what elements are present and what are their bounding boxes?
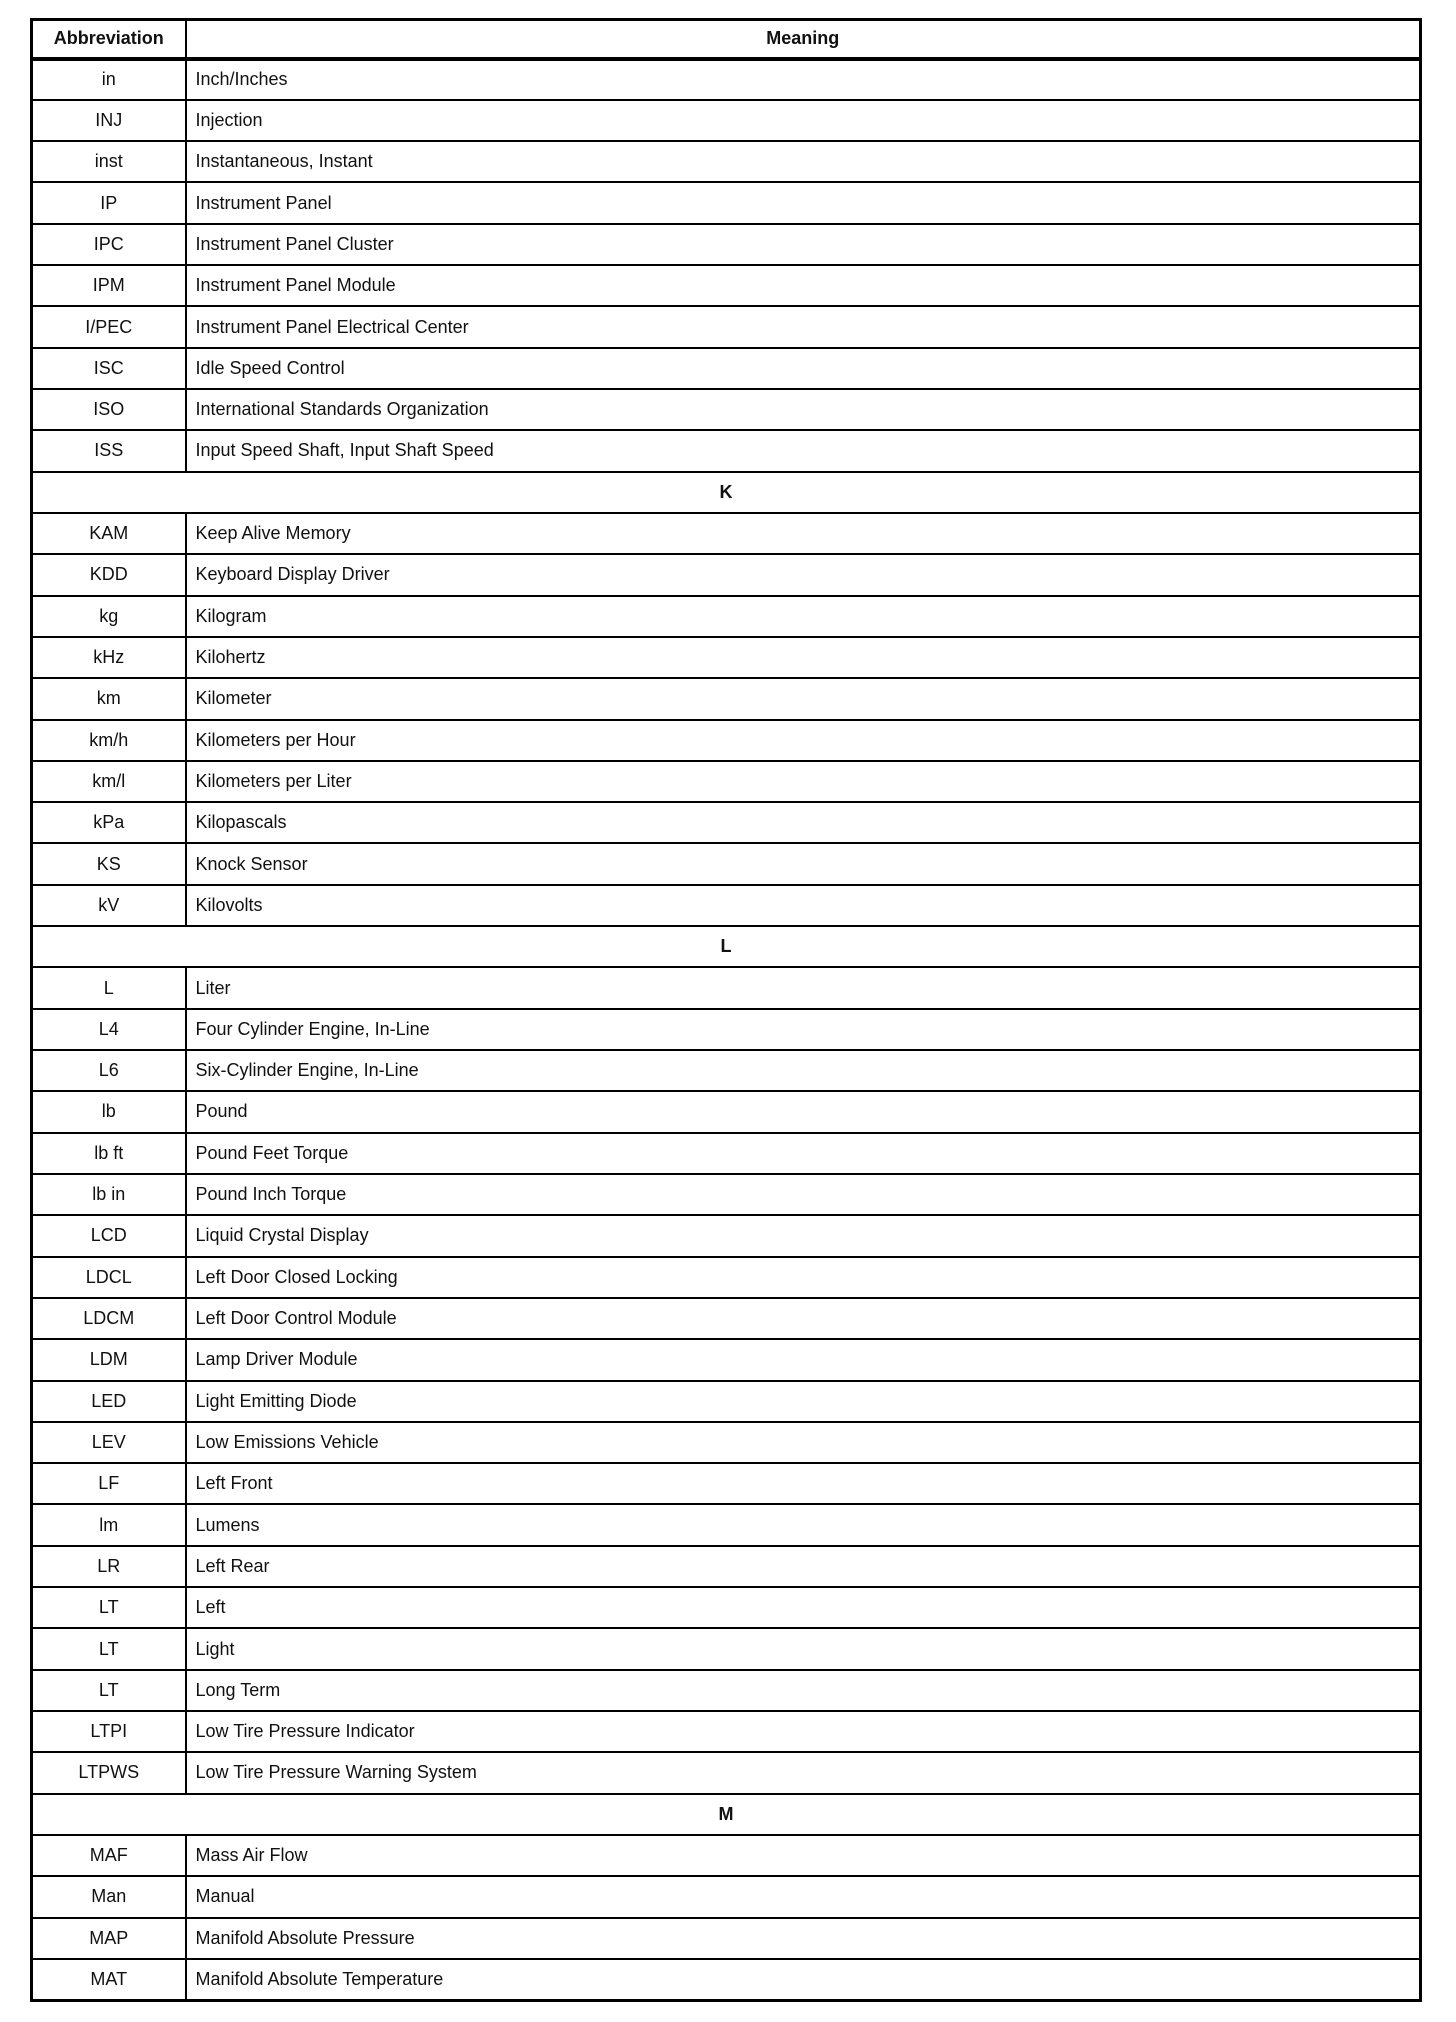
meaning-cell: Manual xyxy=(186,1876,1421,1917)
meaning-cell: Knock Sensor xyxy=(186,843,1421,884)
table-row xyxy=(32,1463,1421,1504)
meaning-cell: Light Emitting Diode xyxy=(186,1381,1421,1422)
meaning-cell: Liter xyxy=(186,967,1421,1008)
header-row xyxy=(32,20,1421,59)
meaning-cell: Instantaneous, Instant xyxy=(186,141,1421,182)
table-row xyxy=(32,1298,1421,1339)
abbreviation-cell: L6 xyxy=(32,1050,186,1091)
abbreviation-cell: km xyxy=(32,678,186,719)
abbreviation-cell: kg xyxy=(32,596,186,637)
table-row xyxy=(32,1174,1421,1215)
meaning-cell: International Standards Organization xyxy=(186,389,1421,430)
abbreviation-cell: LTPI xyxy=(32,1711,186,1752)
abbreviation-cell: lb ft xyxy=(32,1133,186,1174)
table-row xyxy=(32,1959,1421,2001)
section-letter: M xyxy=(32,1794,1421,1835)
table-row xyxy=(32,1133,1421,1174)
abbreviation-table xyxy=(30,18,1422,2002)
table-row xyxy=(32,1835,1421,1876)
abbreviation-cell: kV xyxy=(32,885,186,926)
abbreviation-cell: LCD xyxy=(32,1215,186,1256)
table-row xyxy=(32,1587,1421,1628)
table-row xyxy=(32,885,1421,926)
meaning-cell: Liquid Crystal Display xyxy=(186,1215,1421,1256)
abbreviation-cell: ISC xyxy=(32,348,186,389)
abbreviation-cell: LTPWS xyxy=(32,1752,186,1793)
table-row xyxy=(32,843,1421,884)
table-row xyxy=(32,389,1421,430)
meaning-cell: Instrument Panel Module xyxy=(186,265,1421,306)
table-row xyxy=(32,141,1421,182)
meaning-cell: Pound Inch Torque xyxy=(186,1174,1421,1215)
meaning-cell: Lamp Driver Module xyxy=(186,1339,1421,1380)
table-row xyxy=(32,1050,1421,1091)
abbreviation-cell: in xyxy=(32,59,186,100)
section-header-row xyxy=(32,926,1421,967)
meaning-cell: Left xyxy=(186,1587,1421,1628)
table-row xyxy=(32,1215,1421,1256)
abbreviation-cell: I/PEC xyxy=(32,306,186,347)
meaning-cell: Instrument Panel Cluster xyxy=(186,224,1421,265)
meaning-cell: Six-Cylinder Engine, In-Line xyxy=(186,1050,1421,1091)
abbreviation-cell: LF xyxy=(32,1463,186,1504)
abbreviation-cell: LDM xyxy=(32,1339,186,1380)
table-row xyxy=(32,596,1421,637)
meaning-cell: Light xyxy=(186,1628,1421,1669)
meaning-cell: Kilovolts xyxy=(186,885,1421,926)
meaning-cell: Kilometers per Hour xyxy=(186,720,1421,761)
abbreviation-cell: km/l xyxy=(32,761,186,802)
meaning-cell: Instrument Panel Electrical Center xyxy=(186,306,1421,347)
abbreviation-cell: lb xyxy=(32,1091,186,1132)
table-row xyxy=(32,1009,1421,1050)
section-letter: L xyxy=(32,926,1421,967)
table-row xyxy=(32,348,1421,389)
meaning-cell: Input Speed Shaft, Input Shaft Speed xyxy=(186,430,1421,471)
section-header-row xyxy=(32,1794,1421,1835)
table-row xyxy=(32,1752,1421,1793)
meaning-cell: Injection xyxy=(186,100,1421,141)
table-row xyxy=(32,1339,1421,1380)
table-row xyxy=(32,182,1421,223)
meaning-cell: Pound Feet Torque xyxy=(186,1133,1421,1174)
abbreviation-cell: lb in xyxy=(32,1174,186,1215)
meaning-cell: Manifold Absolute Temperature xyxy=(186,1959,1421,2001)
abbreviation-cell: L4 xyxy=(32,1009,186,1050)
meaning-cell: Kilogram xyxy=(186,596,1421,637)
table-row xyxy=(32,1711,1421,1752)
abbreviation-cell: KS xyxy=(32,843,186,884)
table-row xyxy=(32,761,1421,802)
meaning-cell: Instrument Panel xyxy=(186,182,1421,223)
abbreviation-cell: inst xyxy=(32,141,186,182)
table-row xyxy=(32,1876,1421,1917)
meaning-cell: Inch/Inches xyxy=(186,59,1421,100)
abbreviation-cell: MAT xyxy=(32,1959,186,2001)
abbreviation-column-header: Abbreviation xyxy=(32,20,186,59)
meaning-cell: Mass Air Flow xyxy=(186,1835,1421,1876)
table-row xyxy=(32,1670,1421,1711)
abbreviation-cell: ISO xyxy=(32,389,186,430)
meaning-cell: Left Rear xyxy=(186,1546,1421,1587)
abbreviation-cell: LDCL xyxy=(32,1257,186,1298)
table-row xyxy=(32,967,1421,1008)
table-row xyxy=(32,513,1421,554)
meaning-cell: Left Door Control Module xyxy=(186,1298,1421,1339)
abbreviation-cell: IPC xyxy=(32,224,186,265)
meaning-cell: Idle Speed Control xyxy=(186,348,1421,389)
meaning-cell: Long Term xyxy=(186,1670,1421,1711)
table-row xyxy=(32,1422,1421,1463)
table-row xyxy=(32,1504,1421,1545)
meaning-cell: Manifold Absolute Pressure xyxy=(186,1918,1421,1959)
abbreviation-cell: LED xyxy=(32,1381,186,1422)
meaning-column-header: Meaning xyxy=(186,20,1421,59)
table-row xyxy=(32,1257,1421,1298)
abbreviation-cell: MAF xyxy=(32,1835,186,1876)
abbreviation-cell: L xyxy=(32,967,186,1008)
meaning-cell: Four Cylinder Engine, In-Line xyxy=(186,1009,1421,1050)
table-row xyxy=(32,802,1421,843)
abbreviation-cell: KAM xyxy=(32,513,186,554)
abbreviation-cell: km/h xyxy=(32,720,186,761)
table-row xyxy=(32,100,1421,141)
meaning-cell: Kilometer xyxy=(186,678,1421,719)
meaning-cell: Keyboard Display Driver xyxy=(186,554,1421,595)
abbreviation-cell: lm xyxy=(32,1504,186,1545)
abbreviation-cell: kPa xyxy=(32,802,186,843)
abbreviation-cell: LEV xyxy=(32,1422,186,1463)
meaning-cell: Left Door Closed Locking xyxy=(186,1257,1421,1298)
meaning-cell: Kilohertz xyxy=(186,637,1421,678)
table-row xyxy=(32,1381,1421,1422)
abbreviation-cell: LT xyxy=(32,1670,186,1711)
abbreviation-cell: KDD xyxy=(32,554,186,595)
abbreviation-cell: kHz xyxy=(32,637,186,678)
table-row xyxy=(32,59,1421,100)
table-row xyxy=(32,1918,1421,1959)
table-row xyxy=(32,678,1421,719)
table-row xyxy=(32,1628,1421,1669)
abbreviation-cell: IPM xyxy=(32,265,186,306)
abbreviation-cell: LDCM xyxy=(32,1298,186,1339)
abbreviation-cell: LT xyxy=(32,1628,186,1669)
abbreviation-cell: ISS xyxy=(32,430,186,471)
table-body xyxy=(32,59,1421,2001)
meaning-cell: Kilometers per Liter xyxy=(186,761,1421,802)
table-row xyxy=(32,554,1421,595)
table-row xyxy=(32,1091,1421,1132)
table-row xyxy=(32,1546,1421,1587)
meaning-cell: Low Emissions Vehicle xyxy=(186,1422,1421,1463)
meaning-cell: Low Tire Pressure Warning System xyxy=(186,1752,1421,1793)
table-row xyxy=(32,265,1421,306)
section-letter: K xyxy=(32,472,1421,513)
table-row xyxy=(32,720,1421,761)
meaning-cell: Pound xyxy=(186,1091,1421,1132)
table-row xyxy=(32,430,1421,471)
abbreviation-cell: Man xyxy=(32,1876,186,1917)
meaning-cell: Low Tire Pressure Indicator xyxy=(186,1711,1421,1752)
meaning-cell: Kilopascals xyxy=(186,802,1421,843)
abbreviation-cell: INJ xyxy=(32,100,186,141)
table-row xyxy=(32,306,1421,347)
abbreviation-cell: LR xyxy=(32,1546,186,1587)
table-row xyxy=(32,224,1421,265)
abbreviation-cell: MAP xyxy=(32,1918,186,1959)
meaning-cell: Left Front xyxy=(186,1463,1421,1504)
abbreviation-cell: IP xyxy=(32,182,186,223)
meaning-cell: Lumens xyxy=(186,1504,1421,1545)
meaning-cell: Keep Alive Memory xyxy=(186,513,1421,554)
section-header-row xyxy=(32,472,1421,513)
table-row xyxy=(32,637,1421,678)
abbreviation-cell: LT xyxy=(32,1587,186,1628)
